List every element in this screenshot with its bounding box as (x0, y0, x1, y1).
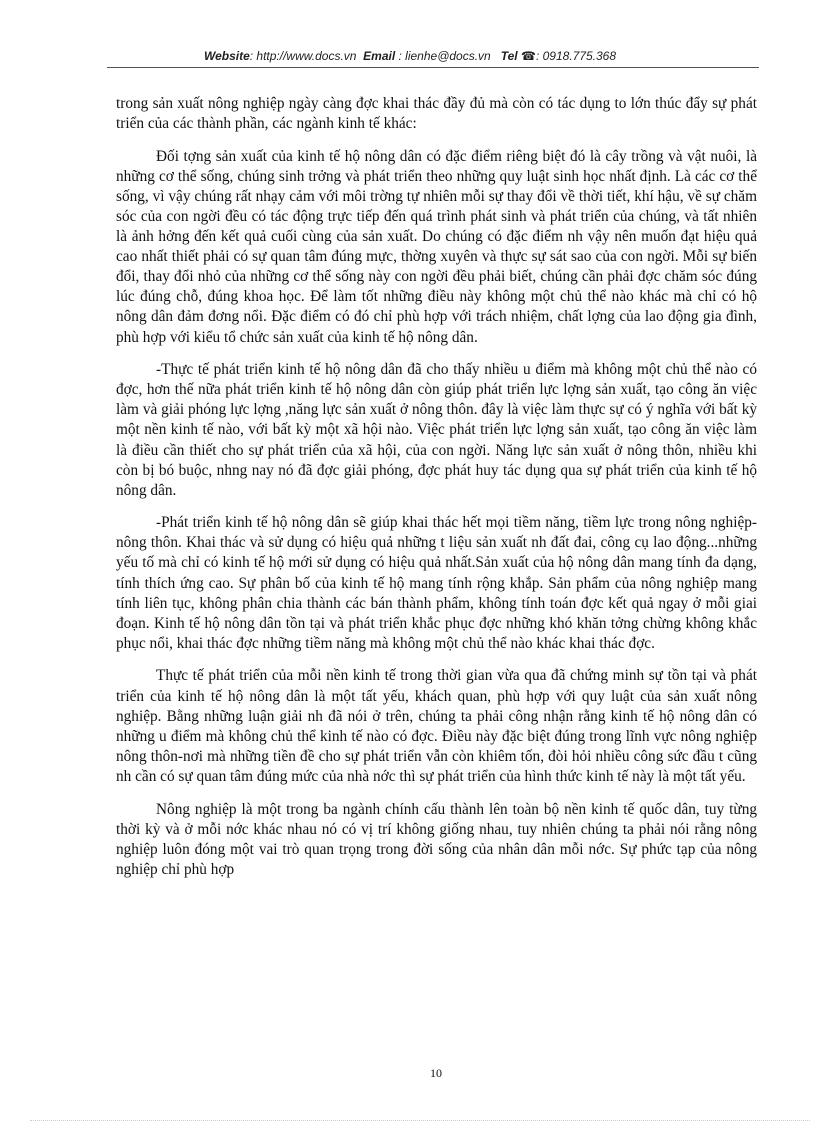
paragraph-5: Thực tế phát triển của mỗi nền kinh tế trong thời gian vừa qua đã chứng minh sự tồn tại và phát triển của kinh tế hộ nông dân là một tất yếu, khách quan, phù hợp với quy luật của sản xuất nông nghiệp. Bằng những luận giải nh đã nói ở trên, chúng ta phải công nhận rằng kinh tế hộ nông dân có những u điểm mà không chủ thể kinh tế nào có đợc. Điều này đặc biệt đúng trong lĩnh vực nông nghiệp nông thôn-nơi mà những tiền đề cho sự phát triển vẫn còn khiêm tốn, đòi hỏi nhiều công sức đầu t cũng nh cần có sự quan tâm đúng mức của nhà nớc thì sự phát triển của hình thức kinh tế này là một tất yếu. (116, 667, 757, 785)
paragraph-1: trong sản xuất nông nghiệp ngày càng đợc khai thác đầy đủ mà còn có tác dụng to lớn thúc đẩy sự phát triển của các thành phần, các ngành kinh tế khác: (116, 95, 757, 133)
paragraph-6: Nông nghiệp là một trong ba ngành chính cấu thành lên toàn bộ nền kinh tế quốc dân, tuy từng thời kỳ và ở mỗi nớc khác nhau nó có vị trí không giống nhau, tuy nhiên chúng ta phải nói rằng nông nghiệp luôn đóng một vai trò quan trọng trong đời sống của nhân dân mỗi nớc. Sự phức tạp của nông nghiệp chỉ phù hợp (116, 800, 757, 878)
website-value[interactable]: : http://www.docs.vn (249, 49, 357, 63)
email-value[interactable]: : lienhe@docs.vn (398, 49, 491, 63)
footer-divider (30, 1120, 810, 1121)
page-number: 10 (430, 1066, 442, 1080)
tel-label: Tel (500, 49, 518, 63)
paragraph-4: -Phát triển kinh tế hộ nông dân sẽ giúp khai thác hết mọi tiềm năng, tiềm lực trong nông nghiệp-nông thôn. Khai thác và sử dụng có hiệu quả những t liệu sản xuất nh đất đai, công cụ lao động...những yếu tố mà chỉ có kinh tế hộ mới sử dụng có hiệu quả nhất.Sản xuất của hộ nông dân mang tính đa dạng, tính thích ứng cao. Sự phân bố của kinh tế hộ mang tính rộng khắp. Sản phẩm của nông nghiệp mang tính liên tục, không phân chia thành các bán thành phẩm, không tính toán đợc kết quả ngay ở mỗi giai đoạn. Kinh tế hộ nông dân tồn tại và phát triển khắc phục đợc những khó khăn tởng chừng không khắc phục nổi, khai thác đợc những tiềm năng mà không một chủ thể nào khác khai thác đợc. (116, 514, 757, 652)
phone-icon: ☎ (521, 49, 536, 63)
page-header (60, 49, 760, 63)
document-body (116, 94, 757, 892)
header-divider (107, 67, 759, 68)
website-label: Website (203, 49, 250, 63)
paragraph-2: Đối tợng sản xuất của kinh tế hộ nông dân có đặc điểm riêng biệt đó là cây trồng và vật nuôi, là những cơ thể sống, chúng sinh trởng và phát triển theo những quy luật sinh học nhất định. Là các cơ thể sống, vì vậy chúng rất nhạy cảm với môi trờng tự nhiên mỗi sự thay đổi về thời tiết, khí hậu, về sự chăm sóc của con ngời đều có tác động trực tiếp đến quá trình phát sinh và phát triển của chúng, và tất nhiên là ảnh hởng đến kết quả cuối cùng của sản xuất. Do chúng có đặc điểm nh vậy nên muốn đạt hiệu quả cao nhất thiết phải có sự quan tâm đúng mực, thờng xuyên và thực sự sát sao của con ngời. Mỗi sự biến đổi, thay đổi nhỏ của những cơ thể sống này con ngời đều phải biết, chúng cần phải đợc chăm sóc đúng lúc đúng chỗ, đúng khoa học. Để làm tốt những điều này không một chủ thể nào khác mà chỉ có hộ nông dân đảm đơng nổi. Đặc điểm có đó chỉ phù hợp với trách nhiệm, chất lợng của lao động gia đình, phù hợp với kiểu tổ chức sản xuất của kinh tế hộ nông dân. (116, 147, 757, 346)
email-label: Email (363, 49, 396, 63)
paragraph-3: -Thực tế phát triển kinh tế hộ nông dân đã cho thấy nhiều u điểm mà không một chủ thể nào có đợc, hơn thế nữa phát triển kinh tế hộ nông dân còn giúp phát triển lực lợng sản xuất, tạo công ăn việc làm và giải phóng lực lợng ,năng lực sản xuất ở nông thôn. đây là việc làm thực sự có ý nghĩa với bất kỳ một nền kinh tế nào, với bất kỳ một xã hội nào. Việc phát triển lực lợng sản xuất, tạo công ăn việc làm là điều cần thiết cho sự phát triển của xã hội, của con ngời. Năng lực sản xuất ở nông thôn, nhiều khi còn bị bó buộc, nhng nay nó đã đợc giải phóng, đợc phát huy tác dụng qua sự phát triển của kinh tế hộ nông dân. (116, 361, 757, 499)
tel-value: : 0918.775.368 (535, 49, 617, 63)
